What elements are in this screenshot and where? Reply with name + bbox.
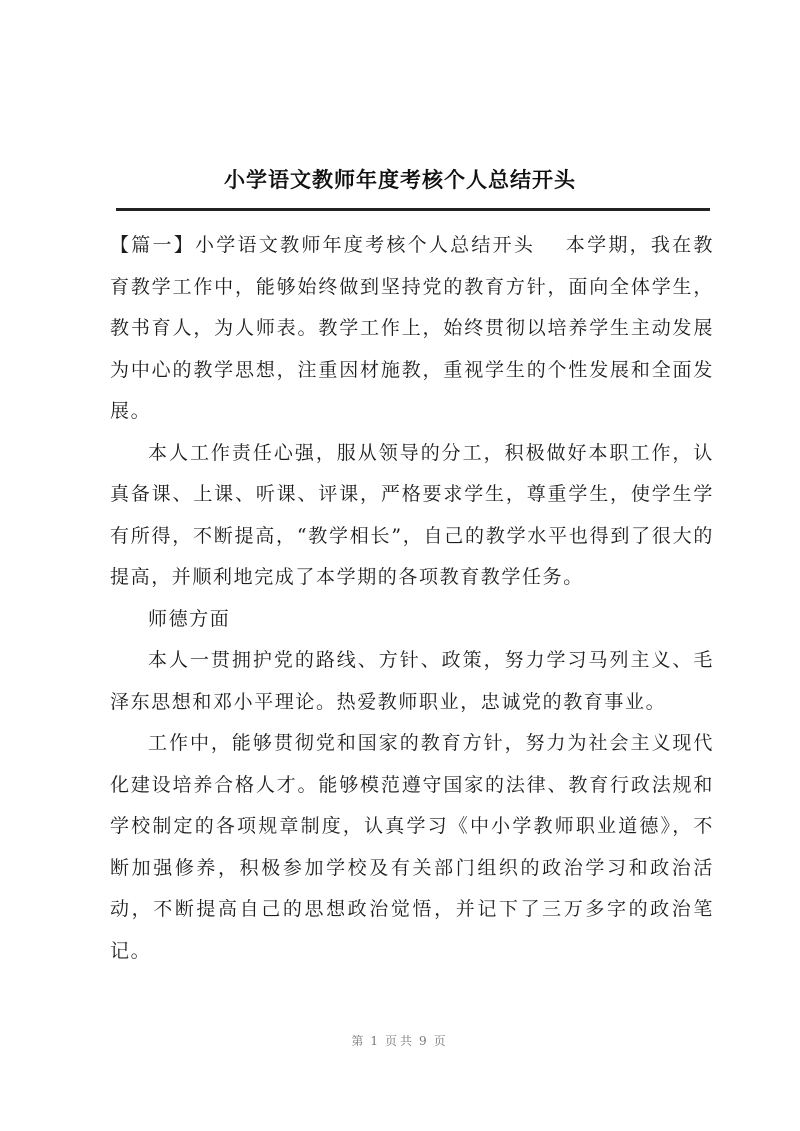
title-divider: [116, 208, 710, 211]
intro-paragraph: [110, 225, 714, 433]
footer-prefix: 第: [351, 1034, 367, 1048]
document-title: 小学语文教师年度考核个人总结开头: [224, 167, 576, 192]
intro-heading: 【篇一】小学语文教师年度考核个人总结开头: [110, 234, 536, 256]
footer-mid: 页共: [384, 1034, 415, 1048]
footer-current-page: 1: [370, 1034, 381, 1048]
paragraph-work-details: 工作中，能够贯彻党和国家的教育方针，努力为社会主义现代化建设培养合格人才。能够模范遵守国家的法律、教育行政法规和学校制定的各项规章制度，认真学习《中小学教师职业道德》，不断加强修养，积极参加学校及有关部门组织的政治学习和政治活动，不断提高自己的思想政治觉悟，并记下了三万多字的政治笔记。: [110, 732, 714, 962]
page-footer: [0, 1032, 800, 1049]
intro-text: 本学期，我在教育教学工作中，能够始终做到坚持党的教育方针，面向全体学生，教书育人，为人师表。教学工作上，始终贯彻以培养学生主动发展为中心的教学思想，注重因材施教，重视学生的个性发展和全面发展。: [110, 234, 714, 422]
section-heading-ethics: 师德方面: [148, 607, 231, 630]
document-body: [110, 225, 714, 972]
footer-suffix: 页: [433, 1034, 449, 1048]
paragraph-ethics: 本人一贯拥护党的路线、方针、政策，努力学习马列主义、毛泽东思想和邓小平理论。热爱教师职业，忠诚党的教育事业。: [110, 649, 714, 713]
paragraph-work-attitude: 本人工作责任心强，服从领导的分工，积极做好本职工作，认真备课、上课、听课、评课，严格要求学生，尊重学生，使学生学有所得，不断提高，“教学相长”，自己的教学水平也得到了很大的提高，并顺利地完成了本学期的各项教育教学任务。: [110, 441, 714, 588]
footer-total-pages: 9: [419, 1034, 430, 1048]
